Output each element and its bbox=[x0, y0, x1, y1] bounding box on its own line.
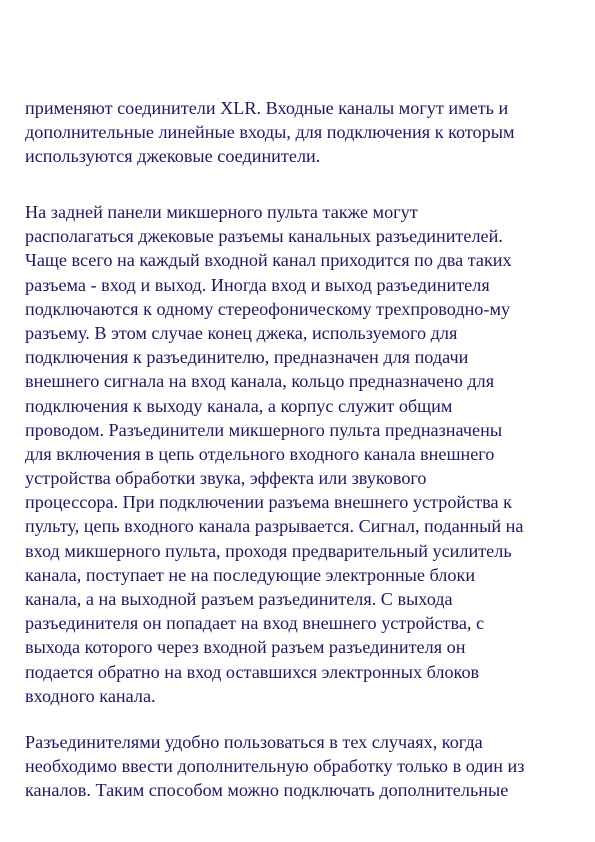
text-line: необходимо ввести дополнительную обработку только в один из bbox=[25, 756, 525, 777]
text-line: подключения к выходу канала, а корпус служит общим bbox=[25, 395, 453, 416]
text-line: пульту, цепь входного канала разрывается. Сигнал, поданный на bbox=[25, 516, 524, 537]
text-line: канала, а на выходной разъем разъединителя. С выхода bbox=[25, 589, 453, 609]
text-line: устройства обработки звука, эффекта или звукового bbox=[25, 468, 427, 489]
paragraph-channel-inserts bbox=[25, 200, 585, 708]
text-line: подключения к разъединителю, предназначен для подачи bbox=[25, 347, 469, 368]
text-line: для включения в цепь отдельного входного канала внешнего bbox=[25, 443, 495, 464]
text-line: Чаще всего на каждый входной канал приходится по два таких bbox=[25, 250, 512, 271]
text-line: подключаются к одному стереофоническому трехпроводно-му bbox=[25, 298, 511, 319]
text-line: подается обратно на вход оставшихся электронных блоков bbox=[25, 661, 480, 682]
text-line: используются джековые соединители. bbox=[25, 146, 321, 167]
text-line: канала, поступает не на последующие электронные блоки bbox=[25, 564, 476, 585]
text-line: внешнего сигнала на вход канала, кольцо предназначено для bbox=[25, 371, 495, 392]
text-line: проводом. Разъединители микшерного пульта предназначены bbox=[25, 419, 503, 440]
text-line: Разъединителями удобно пользоваться в тех случаях, когда bbox=[25, 732, 483, 752]
text-line: каналов. Таким способом можно подключать дополнительные bbox=[25, 780, 509, 801]
text-line: выхода которого через входной разъем разъединителя он bbox=[25, 637, 466, 658]
text-line: разъему. В этом случае конец джека, используемого для bbox=[25, 322, 458, 343]
paragraph-insert-usage bbox=[25, 730, 585, 803]
text-line: применяют соединители XLR. Входные каналы могут иметь и bbox=[25, 98, 509, 118]
text-line: дополнительные линейные входы, для подключения к которым bbox=[25, 122, 515, 143]
paragraph-xlr-connectors bbox=[25, 96, 585, 169]
text-line: На задней панели микшерного пульта также могут bbox=[25, 202, 418, 222]
text-line: разъема - вход и выход. Иногда вход и выход разъединителя bbox=[25, 274, 490, 295]
text-line: входного канала. bbox=[25, 685, 156, 706]
text-line: располагаться джековые разъемы канальных разъединителей. bbox=[25, 226, 503, 247]
text-line: разъединителя он попадает на вход внешнего устройства, с bbox=[25, 613, 485, 634]
text-line: вход микшерного пульта, проходя предварительный усилитель bbox=[25, 540, 512, 561]
text-line: процессора. При подключении разъема внешнего устройства к bbox=[25, 492, 512, 513]
